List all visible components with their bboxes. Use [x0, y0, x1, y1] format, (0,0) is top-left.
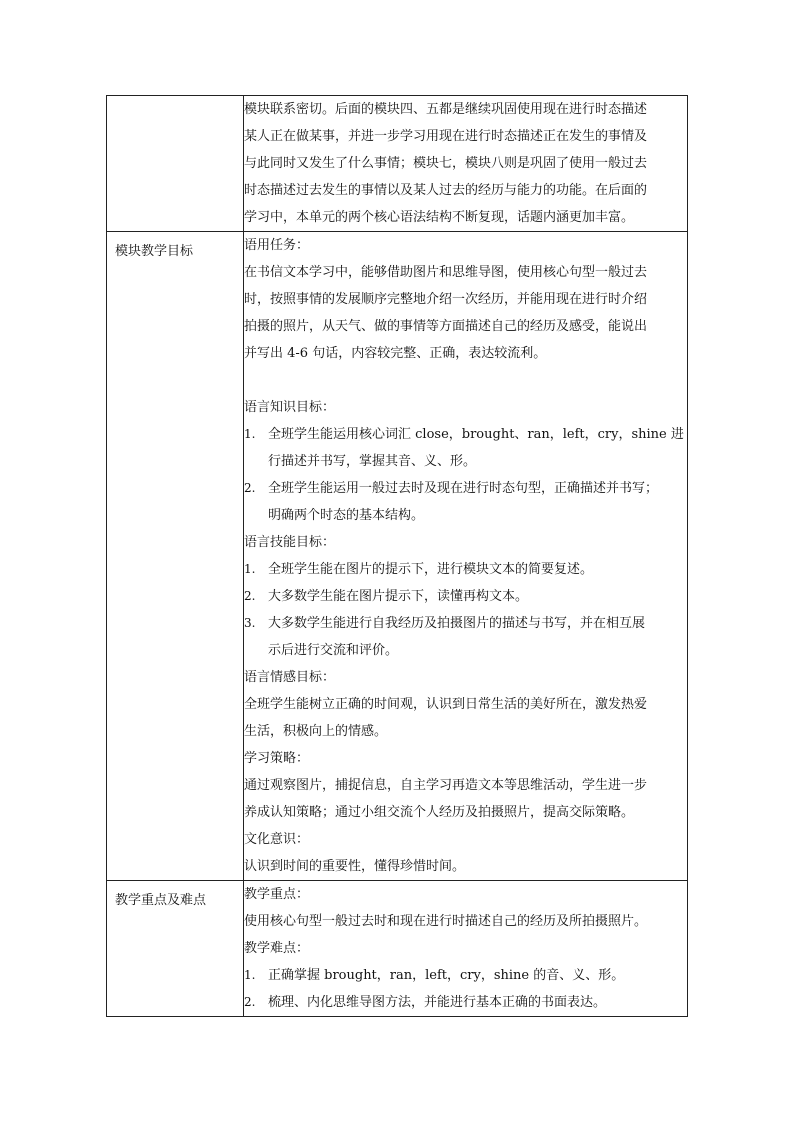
- row-label-cell: [107, 232, 244, 881]
- lesson-plan-table: [106, 95, 688, 1017]
- key-points-cell: [244, 881, 688, 1017]
- list-number: 2.: [244, 995, 256, 1009]
- section-heading: 语言情感目标：: [244, 670, 336, 685]
- section-heading: 学习策略：: [244, 751, 310, 766]
- text-line: 某人正在做某事，并进一步学习用现在进行时态描述正在发生的事情及: [244, 129, 648, 144]
- text-line: 与此同时又发生了什么事情；模块七，模块八则是巩固了使用一般过去: [244, 156, 648, 171]
- section-heading: 教学重点：: [244, 887, 310, 902]
- list-item: [244, 583, 687, 610]
- list-item: [244, 610, 687, 664]
- text-line: 大多数学生能在图片提示下，读懂再构文本。: [268, 589, 529, 604]
- table-row: [107, 232, 688, 881]
- list-item: [244, 556, 687, 583]
- row-label: [107, 96, 243, 102]
- list-number: 1.: [244, 427, 256, 441]
- section-heading: 教学难点：: [244, 941, 310, 956]
- section-heading: 语用任务：: [244, 238, 310, 253]
- list-number: 1.: [244, 968, 256, 982]
- text-line: 在书信文本学习中，能够借助图片和思维导图，使用核心句型一般过去: [244, 265, 648, 280]
- table-row: [107, 881, 688, 1017]
- row-label-cell: [107, 881, 244, 1017]
- row-label-teaching-objectives: 模块教学目标: [115, 244, 194, 259]
- table-row: [107, 96, 688, 232]
- text-line: 学习中，本单元的两个核心语法结构不断复现，话题内涵更加丰富。: [244, 210, 635, 225]
- text-line: 并写出 4-6 句话，内容较完整、正确，表达较流利。: [244, 346, 547, 361]
- section-heading: 文化意识：: [244, 832, 310, 847]
- row-label-key-points: 教学重点及难点: [115, 893, 207, 908]
- text-line: 模块联系密切。后面的模块四、五都是继续巩固使用现在进行时态描述: [244, 102, 648, 117]
- list-item: [244, 421, 687, 475]
- text-line: 正确掌握 brought，ran，left，cry，shine 的音、义、形。: [268, 968, 625, 983]
- text-line: 时态描述过去发生的事情以及某人过去的经历与能力的功能。在后面的: [244, 183, 648, 198]
- spacer: [244, 367, 687, 394]
- text-line: 梳理、内化思维导图方法，并能进行基本正确的书面表达。: [268, 995, 607, 1010]
- list-item: [244, 962, 687, 989]
- list-item: [244, 989, 687, 1016]
- list-number: 3.: [244, 616, 256, 630]
- text-line: 拍摄的照片，从天气、做的事情等方面描述自己的经历及感受，能说出: [244, 319, 648, 334]
- list-number: 2.: [244, 589, 256, 603]
- list-number: 1.: [244, 562, 256, 576]
- section-heading: 语言知识目标：: [244, 400, 336, 415]
- text-line: 示后进行交流和评价。: [268, 643, 399, 658]
- text-line: 使用核心句型一般过去时和现在进行时描述自己的经历及所拍摄照片。: [244, 914, 648, 929]
- row-label-cell: [107, 96, 244, 232]
- text-line: 全班学生能运用一般过去时及现在进行时态句型，正确描述并书写；: [268, 481, 659, 496]
- module-background-cell: [244, 96, 688, 232]
- text-line: 养成认知策略；通过小组交流个人经历及拍摄照片，提高交际策略。: [244, 805, 635, 820]
- text-line: 认识到时间的重要性，懂得珍惜时间。: [244, 859, 466, 874]
- text-line: 通过观察图片，捕捉信息，自主学习再造文本等思维活动，学生进一步: [244, 778, 648, 793]
- section-heading: 语言技能目标：: [244, 535, 336, 550]
- text-line: 全班学生能树立正确的时间观，认识到日常生活的美好所在，激发热爱: [244, 697, 648, 712]
- text-line: 全班学生能在图片的提示下，进行模块文本的简要复述。: [268, 562, 594, 577]
- text-line: 时，按照事情的发展顺序完整地介绍一次经历，并能用现在进行时介绍: [244, 292, 648, 307]
- text-line: 生活，积极向上的情感。: [244, 724, 388, 739]
- text-line: 明确两个时态的基本结构。: [268, 508, 425, 523]
- teaching-objectives-cell: [244, 232, 688, 881]
- text-line: 行描述并书写，掌握其音、义、形。: [268, 454, 477, 469]
- text-line: 大多数学生能进行自我经历及拍摄图片的描述与书写，并在相互展: [268, 616, 646, 631]
- list-number: 2.: [244, 481, 256, 495]
- text-line: 全班学生能运用核心词汇 close，brought、ran，left，cry，shine 进: [268, 427, 684, 442]
- list-item: [244, 475, 687, 529]
